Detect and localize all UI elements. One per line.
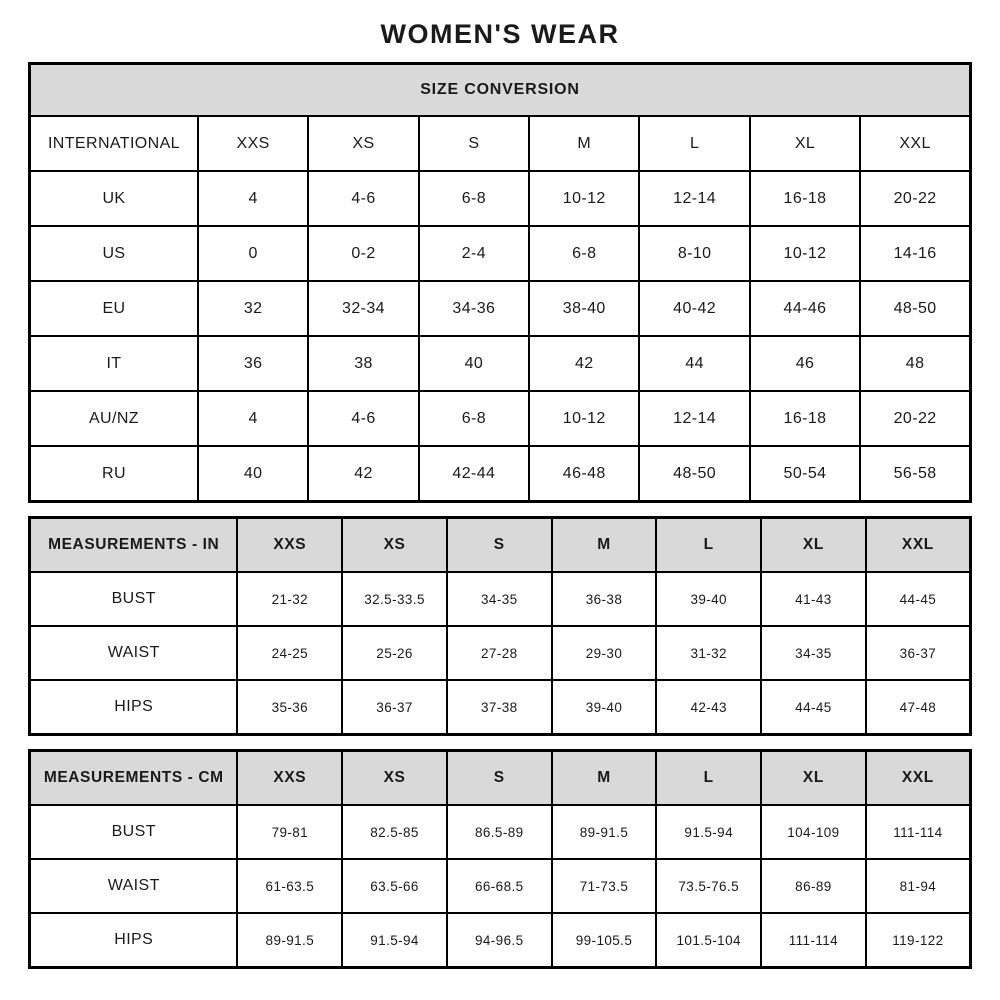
measurement-value: 36-37 <box>342 680 447 735</box>
measurement-value: 39-40 <box>656 572 761 626</box>
region-label: IT <box>30 336 198 391</box>
table-row <box>30 391 971 446</box>
size-value: 40-42 <box>639 281 749 336</box>
size-column-header: XL <box>750 116 860 171</box>
size-value: 40 <box>419 336 529 391</box>
table-row <box>30 859 971 913</box>
measurement-value: 101.5-104 <box>656 913 761 968</box>
size-value: 8-10 <box>639 226 749 281</box>
measurements-cm-table <box>28 749 972 969</box>
measurement-label: HIPS <box>30 680 238 735</box>
measurement-value: 99-105.5 <box>552 913 657 968</box>
size-column-header: INTERNATIONAL <box>30 116 198 171</box>
size-value: 4 <box>198 391 308 446</box>
size-column-header: XS <box>308 116 418 171</box>
size-column-header: L <box>656 751 761 806</box>
size-value: 4 <box>198 171 308 226</box>
measurement-value: 111-114 <box>761 913 866 968</box>
size-column-header: XXS <box>237 751 342 806</box>
size-value: 20-22 <box>860 171 970 226</box>
measurement-value: 91.5-94 <box>656 805 761 859</box>
measurement-value: 36-37 <box>866 626 971 680</box>
size-value: 10-12 <box>529 171 639 226</box>
size-column-header: XXS <box>237 518 342 573</box>
measurement-value: 86-89 <box>761 859 866 913</box>
size-value: 12-14 <box>639 391 749 446</box>
measurement-value: 41-43 <box>761 572 866 626</box>
size-conversion-header: SIZE CONVERSION <box>30 64 971 117</box>
size-column-header: S <box>419 116 529 171</box>
size-value: 12-14 <box>639 171 749 226</box>
measurement-value: 89-91.5 <box>237 913 342 968</box>
size-value: 34-36 <box>419 281 529 336</box>
table-row <box>30 680 971 735</box>
measurement-value: 24-25 <box>237 626 342 680</box>
size-column-header: L <box>656 518 761 573</box>
measurement-value: 111-114 <box>866 805 971 859</box>
size-value: 44-46 <box>750 281 860 336</box>
size-value: 16-18 <box>750 391 860 446</box>
region-label: RU <box>30 446 198 502</box>
measurement-value: 35-36 <box>237 680 342 735</box>
table-row <box>30 913 971 968</box>
measurement-value: 81-94 <box>866 859 971 913</box>
measurement-value: 91.5-94 <box>342 913 447 968</box>
measurement-value: 32.5-33.5 <box>342 572 447 626</box>
size-value: 56-58 <box>860 446 970 502</box>
region-label: UK <box>30 171 198 226</box>
size-value: 50-54 <box>750 446 860 502</box>
measurement-value: 29-30 <box>552 626 657 680</box>
size-value: 16-18 <box>750 171 860 226</box>
size-value: 6-8 <box>419 391 529 446</box>
size-value: 36 <box>198 336 308 391</box>
measurement-value: 66-68.5 <box>447 859 552 913</box>
measurement-value: 86.5-89 <box>447 805 552 859</box>
size-column-header: M <box>529 116 639 171</box>
region-label: EU <box>30 281 198 336</box>
measurement-value: 89-91.5 <box>552 805 657 859</box>
measurement-value: 63.5-66 <box>342 859 447 913</box>
size-column-header: XXL <box>866 751 971 806</box>
size-value: 46-48 <box>529 446 639 502</box>
measurement-value: 71-73.5 <box>552 859 657 913</box>
table-row <box>30 446 971 502</box>
size-value: 46 <box>750 336 860 391</box>
measurement-value: 25-26 <box>342 626 447 680</box>
measurement-value: 36-38 <box>552 572 657 626</box>
measurement-value: 31-32 <box>656 626 761 680</box>
measurements-in-header: MEASUREMENTS - IN <box>30 518 238 573</box>
size-conversion-table <box>28 62 972 503</box>
size-value: 42-44 <box>419 446 529 502</box>
measurements-cm-header: MEASUREMENTS - CM <box>30 751 238 806</box>
measurement-value: 42-43 <box>656 680 761 735</box>
measurement-value: 104-109 <box>761 805 866 859</box>
region-label: AU/NZ <box>30 391 198 446</box>
table-row <box>30 281 971 336</box>
measurement-label: HIPS <box>30 913 238 968</box>
table-row <box>30 64 971 117</box>
table-row <box>30 171 971 226</box>
size-column-header: XXS <box>198 116 308 171</box>
size-value: 6-8 <box>419 171 529 226</box>
measurement-value: 94-96.5 <box>447 913 552 968</box>
measurement-value: 44-45 <box>761 680 866 735</box>
measurement-value: 44-45 <box>866 572 971 626</box>
table-row <box>30 805 971 859</box>
size-value: 4-6 <box>308 391 418 446</box>
size-value: 42 <box>308 446 418 502</box>
table-row <box>30 626 971 680</box>
measurement-label: BUST <box>30 572 238 626</box>
column-header-row <box>30 518 971 573</box>
size-value: 0-2 <box>308 226 418 281</box>
size-value: 14-16 <box>860 226 970 281</box>
measurement-value: 39-40 <box>552 680 657 735</box>
measurement-label: WAIST <box>30 859 238 913</box>
size-column-header: XS <box>342 518 447 573</box>
size-value: 0 <box>198 226 308 281</box>
measurement-value: 47-48 <box>866 680 971 735</box>
measurement-value: 37-38 <box>447 680 552 735</box>
measurement-label: BUST <box>30 805 238 859</box>
measurement-value: 73.5-76.5 <box>656 859 761 913</box>
region-label: US <box>30 226 198 281</box>
size-value: 48 <box>860 336 970 391</box>
measurement-value: 119-122 <box>866 913 971 968</box>
size-value: 32 <box>198 281 308 336</box>
size-value: 48-50 <box>860 281 970 336</box>
measurement-value: 61-63.5 <box>237 859 342 913</box>
size-value: 38 <box>308 336 418 391</box>
size-value: 2-4 <box>419 226 529 281</box>
size-guide-page <box>28 0 972 969</box>
size-value: 6-8 <box>529 226 639 281</box>
measurement-value: 34-35 <box>447 572 552 626</box>
size-value: 10-12 <box>750 226 860 281</box>
column-header-row <box>30 116 971 171</box>
measurement-value: 21-32 <box>237 572 342 626</box>
size-column-header: XXL <box>866 518 971 573</box>
size-value: 48-50 <box>639 446 749 502</box>
table-row <box>30 572 971 626</box>
measurement-value: 79-81 <box>237 805 342 859</box>
column-header-row <box>30 751 971 806</box>
size-value: 20-22 <box>860 391 970 446</box>
size-column-header: XXL <box>860 116 970 171</box>
size-column-header: XL <box>761 518 866 573</box>
measurements-in-table <box>28 516 972 736</box>
measurement-value: 27-28 <box>447 626 552 680</box>
size-column-header: XS <box>342 751 447 806</box>
size-value: 40 <box>198 446 308 502</box>
size-value: 32-34 <box>308 281 418 336</box>
page-title: WOMEN'S WEAR <box>380 19 620 49</box>
size-value: 44 <box>639 336 749 391</box>
table-row <box>30 226 971 281</box>
size-column-header: XL <box>761 751 866 806</box>
table-row <box>30 336 971 391</box>
size-column-header: L <box>639 116 749 171</box>
size-column-header: M <box>552 518 657 573</box>
measurement-label: WAIST <box>30 626 238 680</box>
measurement-value: 34-35 <box>761 626 866 680</box>
size-value: 38-40 <box>529 281 639 336</box>
size-value: 10-12 <box>529 391 639 446</box>
size-column-header: S <box>447 518 552 573</box>
size-value: 42 <box>529 336 639 391</box>
size-column-header: S <box>447 751 552 806</box>
size-column-header: M <box>552 751 657 806</box>
size-value: 4-6 <box>308 171 418 226</box>
measurement-value: 82.5-85 <box>342 805 447 859</box>
